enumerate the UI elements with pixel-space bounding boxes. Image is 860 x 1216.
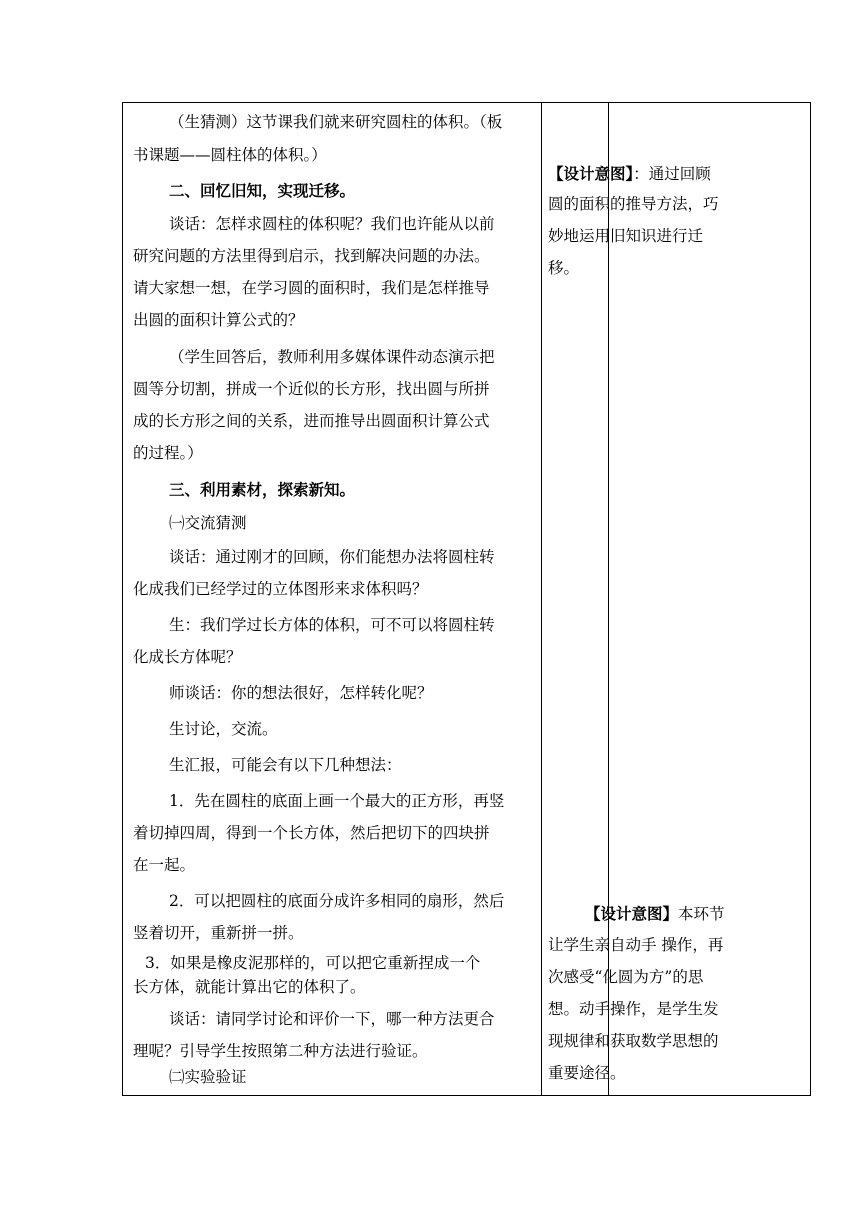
design-intent-note-2 (585, 898, 725, 930)
text-line: 谈话：请同学讨论和评价一下，哪一种方法更合 (169, 1010, 495, 1028)
note-text: ：通过回顾 (633, 165, 711, 183)
text-line: 着切掉四周，得到一个长方体，然后把切下的四块拼 (133, 824, 490, 842)
subsection-heading: ㈡实验验证 (169, 1068, 247, 1086)
note-line: 妙地运用旧知识进行迁 (548, 227, 704, 245)
text-line: 长方体，就能计算出它的体积了。 (133, 978, 366, 996)
text-line: 成的长方形之间的关系，进而推导出圆面积计算公式 (133, 412, 490, 430)
text-line: 出圆的面积计算公式的？ (133, 311, 304, 329)
design-intent-heading: 【设计意图】 (585, 904, 679, 923)
text-line: 请大家想一想，在学习圆的面积时，我们是怎样推导 (133, 279, 490, 297)
text-line: 生：我们学过长方体的体积，可不可以将圆柱转 (169, 616, 495, 634)
design-intent-note-1 (548, 158, 711, 190)
subsection-heading: ㈠交流猜测 (169, 514, 247, 532)
text-line: 3．如果是橡皮泥那样的，可以把它重新捏成一个 (145, 954, 481, 972)
note-line: 让学生亲自动手 操作，再 (548, 936, 724, 954)
text-line: 的过程。） (133, 444, 203, 462)
text-line: （生猜测）这节课我们就来研究圆柱的体积。（板 (169, 113, 503, 131)
text-line: 化成长方体呢？ (133, 648, 242, 666)
text-line: 谈话：怎样求圆柱的体积呢？我们也许能从以前 (169, 215, 495, 233)
text-line: 研究问题的方法里得到启示，找到解决问题的办法。 (133, 247, 490, 265)
text-line: 生汇报，可能会有以下几种想法： (169, 756, 402, 774)
note-text: 本环节 (678, 905, 725, 923)
design-intent-heading: 【设计意图】 (548, 164, 634, 183)
text-line: 化成我们已经学过的立体图形来求体积吗？ (133, 580, 428, 598)
text-line: 1．先在圆柱的底面上画一个最大的正方形，再竖 (169, 792, 505, 810)
text-line: 理呢？引导学生按照第二种方法进行验证。 (133, 1042, 428, 1060)
text-line: 2．可以把圆柱的底面分成许多相同的扇形，然后 (169, 892, 505, 910)
note-line: 现规律和获取数学思想的 (548, 1032, 719, 1050)
note-line: 移。 (548, 259, 580, 277)
text-line: 生讨论，交流。 (169, 720, 278, 738)
text-line: 圆等分切割，拼成一个近似的长方形，找出圆与所拼 (133, 380, 490, 398)
text-line: 谈话：通过刚才的回顾，你们能想办法将圆柱转 (169, 548, 495, 566)
note-line: 重要途径。 (548, 1064, 626, 1082)
note-line: 圆的面积的推导方法，巧 (548, 195, 719, 213)
note-line: 次感受“化圆为方”的思 (548, 968, 704, 986)
section-heading: 二、回忆旧知，实现迁移。 (169, 181, 356, 200)
text-line: 在一起。 (133, 856, 196, 874)
text-line: （学生回答后，教师利用多媒体课件动态演示把 (169, 348, 495, 366)
text-line: 师谈话：你的想法很好，怎样转化呢？ (169, 684, 433, 702)
section-heading: 三、利用素材，探索新知。 (169, 480, 356, 499)
text-line: 书课题——圆柱体的体积。） (133, 146, 327, 164)
text-line: 竖着切开，重新拼一拼。 (133, 924, 304, 942)
note-line: 想。动手操作，是学生发 (548, 1000, 719, 1018)
lesson-table (122, 102, 609, 1096)
lesson-content-cell (123, 103, 541, 1095)
